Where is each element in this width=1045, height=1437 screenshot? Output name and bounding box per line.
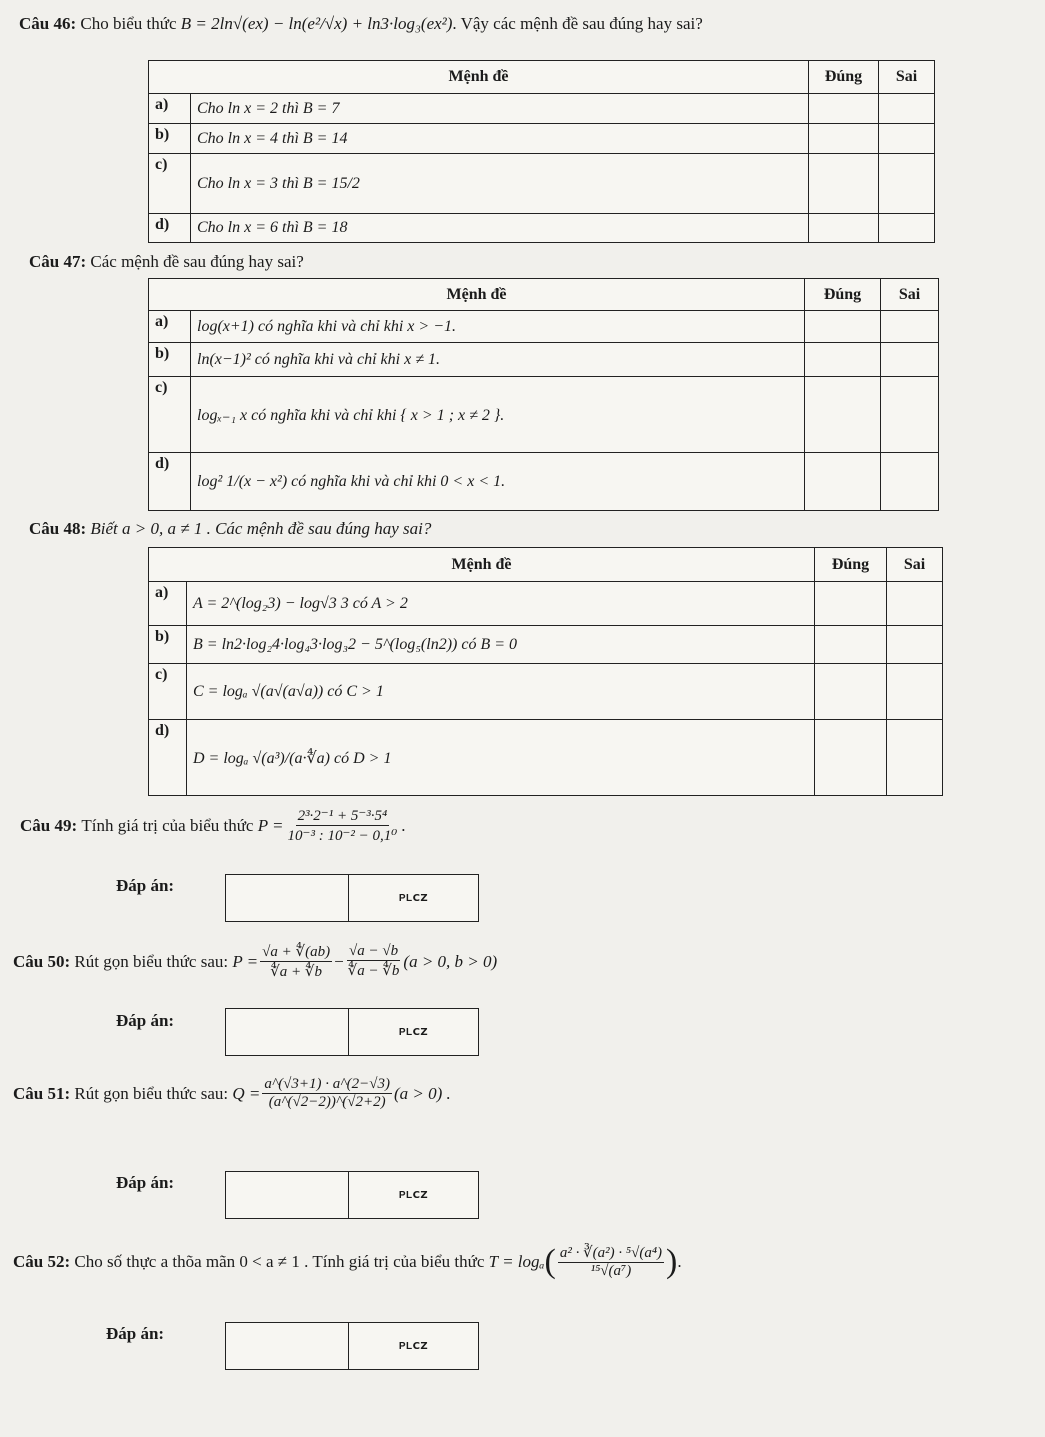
q51-condition: (a > 0) . — [393, 1083, 451, 1103]
q47-text: Các mệnh đề sau đúng hay sai? — [90, 252, 304, 271]
q52-left-paren: ( — [544, 1242, 556, 1280]
answer-true-cell[interactable] — [805, 343, 881, 377]
answer-true-cell[interactable] — [805, 377, 881, 453]
q50-text: Rút gọn biểu thức sau: — [74, 951, 229, 971]
answer-false-cell[interactable] — [887, 664, 943, 720]
row-label: b) — [149, 626, 187, 664]
q49-fraction — [286, 806, 400, 845]
q48-text: Biết a > 0, a ≠ 1 . Các mệnh đề sau đúng hay sai? — [90, 519, 432, 538]
row-statement: A = 2^(log₂3) − log√3 3 có A > 2 — [187, 582, 815, 626]
q51-denominator: (a^(√2−2))^(√2+2) — [268, 1094, 386, 1110]
q50-minus: − — [334, 951, 344, 971]
answer-false-cell[interactable] — [881, 311, 939, 343]
answer-input[interactable] — [226, 875, 349, 921]
q49-prompt — [20, 806, 406, 845]
q47-header-statement: Mệnh đề — [149, 279, 805, 311]
row-statement: ln(x−1)² có nghĩa khi và chỉ khi x ≠ 1. — [191, 343, 805, 377]
table-row — [149, 214, 935, 243]
row-label: a) — [149, 311, 191, 343]
q52-numerator: a² · ∛(a²) · ⁵√(a⁴) — [559, 1245, 663, 1261]
q50-f2-numerator: √a − √b — [349, 943, 399, 959]
answer-stamp: PL𝗖𝗭 — [398, 892, 429, 904]
table-row — [149, 626, 943, 664]
row-statement: C = logₐ √(a√(a√a)) có C > 1 — [187, 664, 815, 720]
answer-true-cell[interactable] — [805, 453, 881, 511]
q51-numerator: a^(√3+1) · a^(2−√3) — [264, 1076, 390, 1092]
answer-true-cell[interactable] — [809, 124, 879, 154]
q51-prompt — [13, 1076, 451, 1111]
q52-denominator: ¹⁵√(a⁷) — [590, 1263, 632, 1279]
q48-header-statement: Mệnh đề — [149, 548, 815, 582]
answer-true-cell[interactable] — [809, 154, 879, 214]
q49-lhs: P = — [257, 815, 284, 835]
answer-true-cell[interactable] — [815, 664, 887, 720]
answer-stamp: PL𝗖𝗭 — [398, 1026, 429, 1038]
answer-false-cell[interactable] — [879, 94, 935, 124]
answer-false-cell[interactable] — [879, 214, 935, 243]
q51-text: Rút gọn biểu thức sau: — [74, 1083, 229, 1103]
q50-f1-denominator: ∜a + ∜b — [270, 964, 322, 980]
q52-right-paren: ) — [666, 1242, 678, 1280]
q50-prompt — [13, 942, 497, 981]
answer-true-cell[interactable] — [815, 720, 887, 796]
row-label: a) — [149, 582, 187, 626]
answer-box-q50 — [225, 1008, 479, 1056]
answer-false-cell[interactable] — [881, 453, 939, 511]
q52-text: Cho số thực a thõa mãn 0 < a ≠ 1 . Tính giá trị của biểu thức — [74, 1251, 485, 1271]
row-label: c) — [149, 377, 191, 453]
q50-lhs: P = — [232, 951, 259, 971]
table-row — [149, 377, 939, 453]
q50-number: Câu 50: — [13, 951, 71, 971]
row-label: c) — [149, 664, 187, 720]
q52-number: Câu 52: — [13, 1251, 71, 1271]
q47-table — [148, 278, 939, 511]
q46-table — [148, 60, 935, 243]
q48-number: Câu 48: — [29, 519, 87, 538]
q50-f2-denominator: ∜a − ∜b — [347, 963, 400, 979]
answer-false-cell[interactable] — [879, 124, 935, 154]
q49-tail: . — [401, 815, 406, 835]
q48-table — [148, 547, 943, 796]
q46-number: Câu 46: — [19, 14, 77, 33]
table-row — [149, 124, 935, 154]
q51-number: Câu 51: — [13, 1083, 71, 1103]
answer-label: Đáp án: — [106, 1324, 165, 1343]
row-label: c) — [149, 154, 191, 214]
answer-box-q49 — [225, 874, 479, 922]
q50-fraction-1 — [260, 942, 332, 981]
table-row — [149, 664, 943, 720]
row-statement: logₓ₋₁ x có nghĩa khi và chỉ khi { x > 1 ; x ≠ 2 }. — [191, 377, 805, 453]
row-label: d) — [149, 720, 187, 796]
table-row — [149, 343, 939, 377]
q46-tail: . Vậy các mệnh đề sau đúng hay sai? — [452, 14, 703, 33]
q49-text: Tính giá trị của biểu thức — [81, 815, 254, 835]
answer-true-cell[interactable] — [805, 311, 881, 343]
table-row — [149, 582, 943, 626]
q49-denominator: 10⁻³ : 10⁻² − 0,1⁰ — [287, 828, 398, 844]
q52-lhs: T = logₐ — [488, 1251, 545, 1271]
table-row — [149, 154, 935, 214]
row-statement: log² 1/(x − x²) có nghĩa khi và chỉ khi 0 < x < 1. — [191, 453, 805, 511]
answer-false-cell[interactable] — [887, 626, 943, 664]
row-statement: D = logₐ √(a³)/(a·∜a) có D > 1 — [187, 720, 815, 796]
q46-text: Cho biểu thức — [80, 14, 177, 33]
q48-header-true: Đúng — [815, 548, 887, 582]
q46-expression: B = 2ln√(ex) − ln(e²/√x) + ln3·log₃(ex²) — [180, 14, 453, 33]
q46-header-false: Sai — [879, 61, 935, 94]
q52-fraction — [558, 1243, 664, 1280]
q48-header-false: Sai — [887, 548, 943, 582]
q49-numerator: 2³·2⁻¹ + 5⁻³·5⁴ — [297, 808, 388, 824]
answer-false-cell[interactable] — [887, 582, 943, 626]
answer-input[interactable] — [226, 1172, 349, 1218]
q52-prompt — [13, 1243, 682, 1280]
q46-header-true: Đúng — [809, 61, 879, 94]
answer-false-cell[interactable] — [887, 720, 943, 796]
row-label: d) — [149, 453, 191, 511]
answer-input[interactable] — [226, 1009, 349, 1055]
row-statement: Cho ln x = 4 thì B = 14 — [191, 124, 809, 154]
row-label: a) — [149, 94, 191, 124]
answer-true-cell[interactable] — [809, 214, 879, 243]
q50-fraction-2 — [346, 943, 402, 980]
table-row — [149, 311, 939, 343]
table-row — [149, 720, 943, 796]
row-statement: Cho ln x = 3 thì B = 15/2 — [191, 154, 809, 214]
q48-prompt — [29, 519, 431, 539]
row-label: b) — [149, 343, 191, 377]
q46-header-statement: Mệnh đề — [149, 61, 809, 94]
row-label: b) — [149, 124, 191, 154]
answer-false-cell[interactable] — [879, 154, 935, 214]
q50-f1-numerator: √a + ∜(ab) — [262, 944, 331, 960]
q46-prompt — [19, 14, 703, 34]
row-label: d) — [149, 214, 191, 243]
row-statement: log(x+1) có nghĩa khi và chỉ khi x > −1. — [191, 311, 805, 343]
q51-fraction — [262, 1076, 392, 1111]
answer-box-q52 — [225, 1322, 479, 1370]
q47-prompt — [29, 252, 304, 272]
q49-number: Câu 49: — [20, 815, 78, 835]
q47-header-false: Sai — [881, 279, 939, 311]
answer-stamp: PL𝗖𝗭 — [398, 1340, 429, 1352]
row-statement: B = ln2·log₂4·log₄3·log₃2 − 5^(log₅(ln2)) có B = 0 — [187, 626, 815, 664]
table-row — [149, 453, 939, 511]
q50-condition: (a > 0, b > 0) — [403, 951, 498, 971]
answer-label: Đáp án: — [116, 1011, 175, 1030]
answer-true-cell[interactable] — [815, 582, 887, 626]
answer-label: Đáp án: — [116, 876, 175, 895]
row-statement: Cho ln x = 6 thì B = 18 — [191, 214, 809, 243]
q51-lhs: Q = — [232, 1083, 261, 1103]
q47-header-true: Đúng — [805, 279, 881, 311]
answer-true-cell[interactable] — [815, 626, 887, 664]
q47-number: Câu 47: — [29, 252, 87, 271]
answer-stamp: PL𝗖𝗭 — [398, 1189, 429, 1201]
answer-input[interactable] — [226, 1323, 349, 1369]
q52-tail: . — [677, 1251, 682, 1271]
table-row — [149, 94, 935, 124]
row-statement: Cho ln x = 2 thì B = 7 — [191, 94, 809, 124]
answer-true-cell[interactable] — [809, 94, 879, 124]
answer-false-cell[interactable] — [881, 343, 939, 377]
answer-false-cell[interactable] — [881, 377, 939, 453]
answer-box-q51 — [225, 1171, 479, 1219]
answer-label: Đáp án: — [116, 1173, 175, 1192]
